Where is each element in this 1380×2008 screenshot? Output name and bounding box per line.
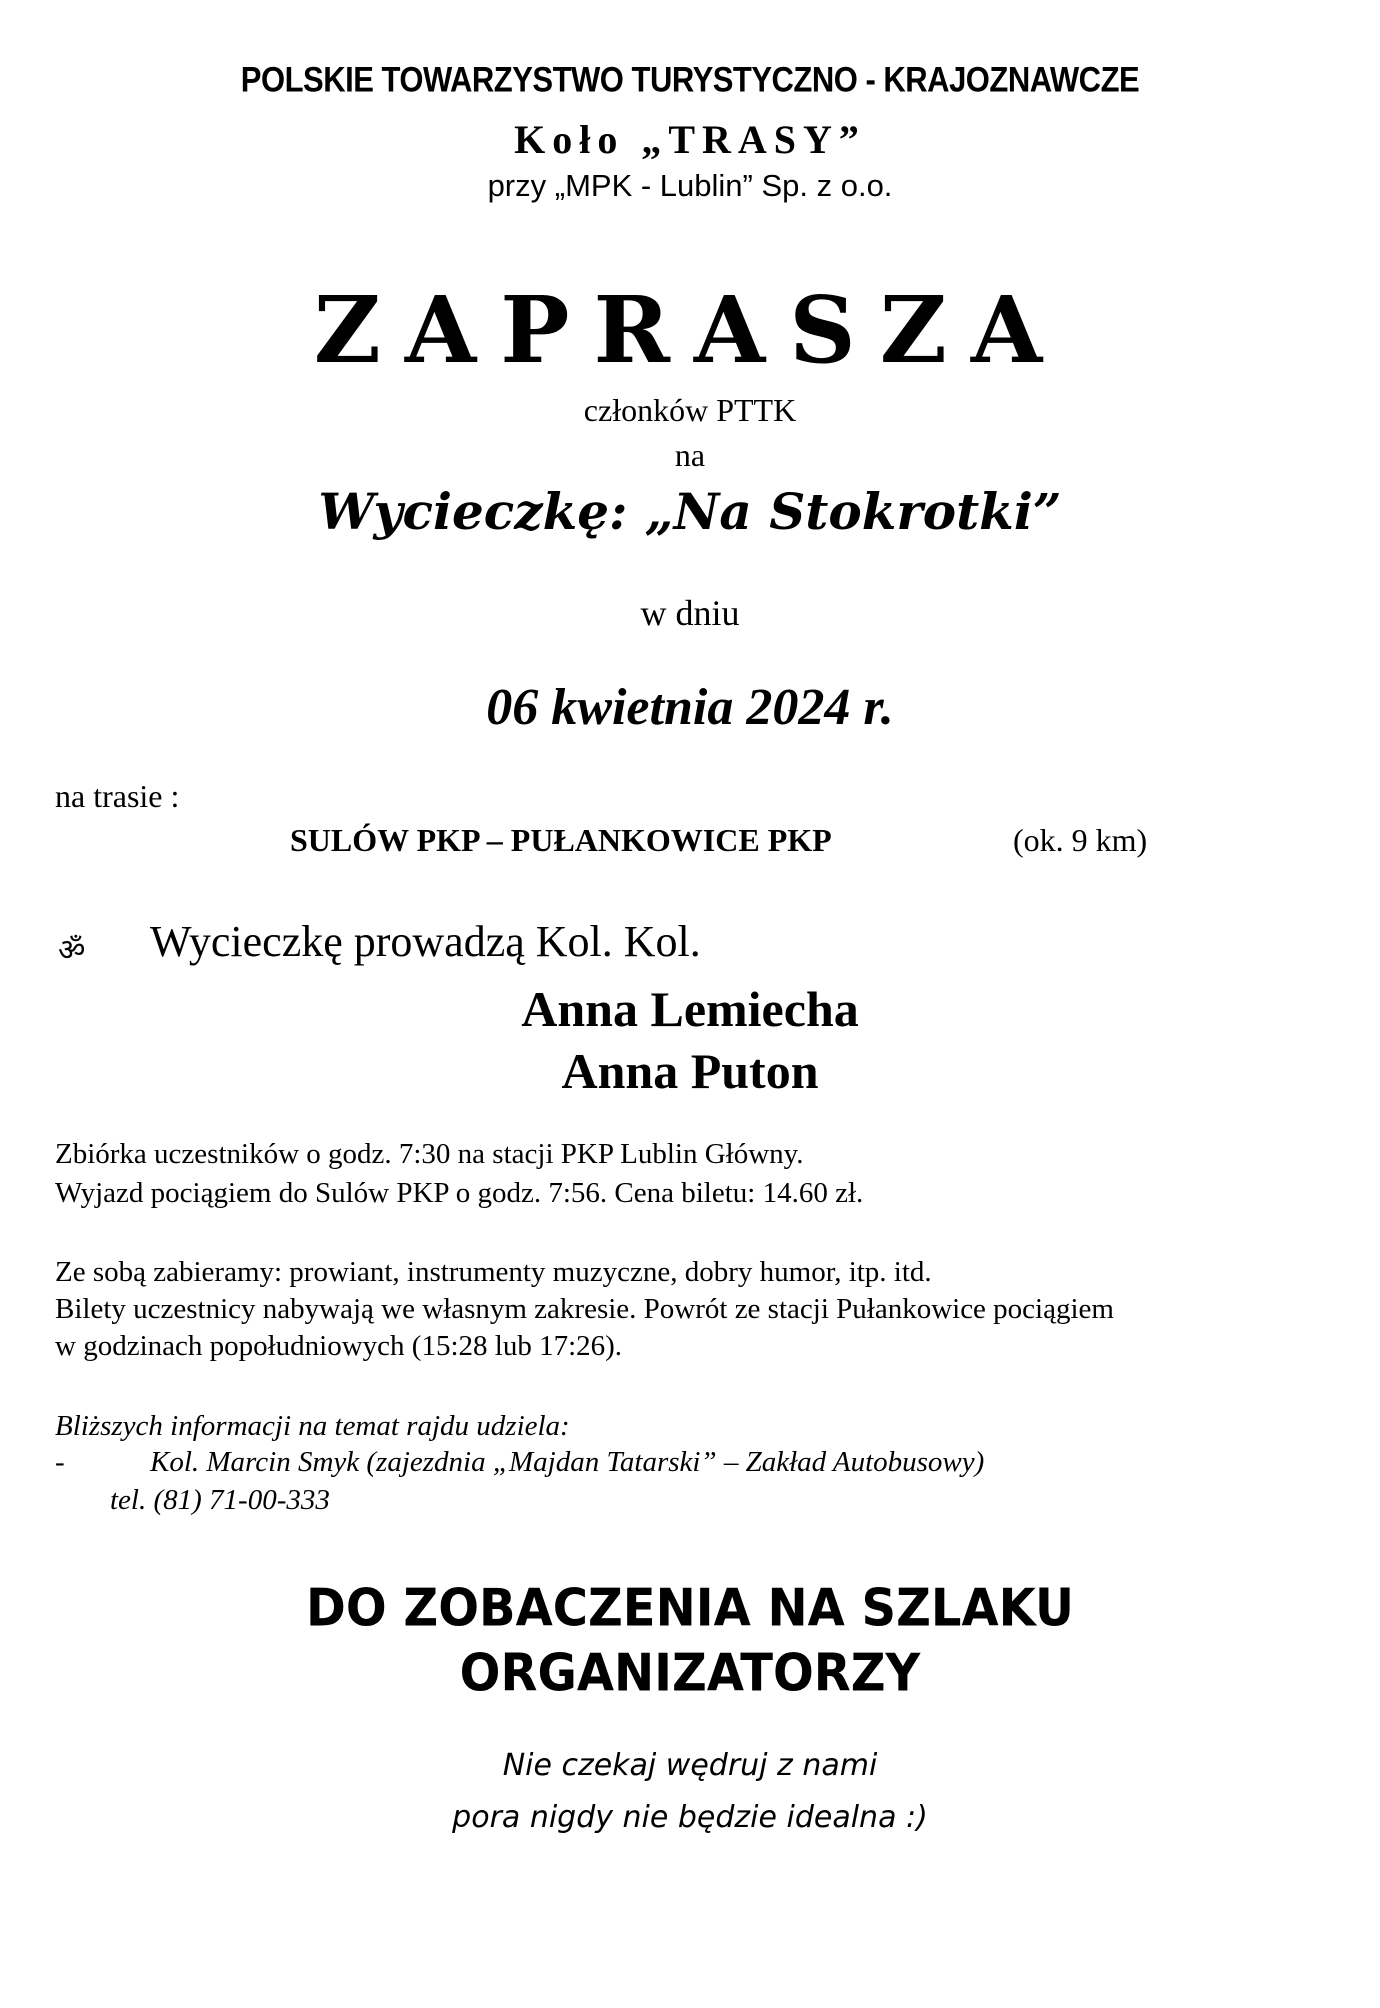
circle-name: Koło „TRASY”: [514, 117, 866, 162]
contact-dash: -: [55, 1446, 65, 1478]
route-label: na trasie :: [55, 778, 180, 814]
organizers-signature: ORGANIZATORZY: [459, 1642, 921, 1704]
details-line: Bilety uczestnicy nabywają we własnym zakresie. Powrót ze stacji Pułankowice pociągiem: [55, 1293, 1114, 1325]
leaders-intro: Wycieczkę prowadzą Kol. Kol.: [150, 917, 701, 966]
contact-person: Kol. Marcin Smyk (zajezdnia „Majdan Tatarski” – Zakład Autobusowy): [150, 1446, 985, 1478]
details-line: Ze sobą zabieramy: prowiant, instrumenty muzyczne, dobry humor, itp. itd.: [55, 1256, 932, 1288]
details-line: w godzinach popołudniowych (15:28 lub 17:26).: [55, 1330, 623, 1362]
audience: członków PTTK: [583, 392, 797, 428]
affiliation: przy „MPK - Lublin” Sp. z o.o.: [487, 168, 893, 203]
details-line: Wyjazd pociągiem do Sulów PKP o godz. 7:56. Cena biletu: 14.60 zł.: [55, 1177, 864, 1209]
leader-name: Anna Lemiecha: [521, 981, 859, 1037]
contact-phone: tel. (81) 71-00-333: [110, 1484, 330, 1516]
trip-title: Wycieczkę: „Na Stokrotki”: [318, 482, 1062, 541]
organization-name: POLSKIE TOWARZYSTWO TURYSTYCZNO - KRAJOZNAWCZE: [240, 59, 1140, 100]
farewell: DO ZOBACZENIA NA SZLAKU: [306, 1577, 1074, 1639]
date-intro: w dniu: [640, 593, 740, 633]
om-symbol-icon: ॐ: [58, 933, 86, 968]
details-line: Zbiórka uczestników o godz. 7:30 na stacji PKP Lublin Główny.: [55, 1138, 804, 1170]
trip-date: 06 kwietnia 2024 r.: [486, 679, 894, 736]
motto-line: Nie czekaj wędruj z nami: [502, 1748, 878, 1783]
connector: na: [674, 437, 706, 473]
headline: ZAPRASZA: [313, 276, 1067, 384]
leader-name: Anna Puton: [561, 1043, 819, 1099]
route-path: SULÓW PKP – PUŁANKOWICE PKP: [290, 822, 832, 858]
route-distance: (ok. 9 km): [1013, 822, 1148, 858]
contact-heading: Bliższych informacji na temat rajdu udziela:: [55, 1410, 570, 1442]
motto-line: pora nigdy nie będzie idealna :): [452, 1800, 928, 1835]
